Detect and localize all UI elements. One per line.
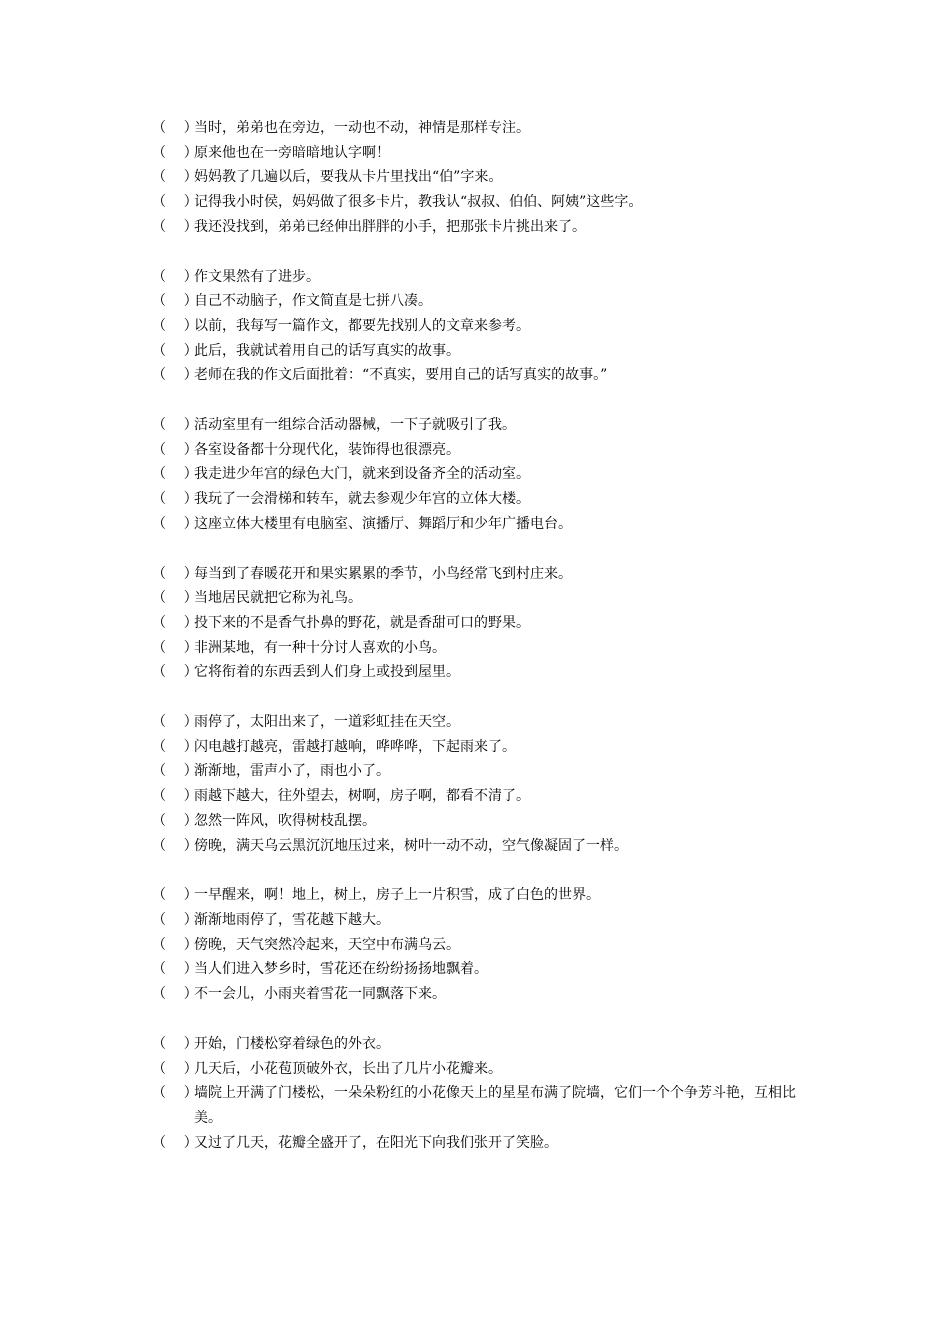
sentence-text: 每当到了春暖花开和果实累累的季节，小鸟经常飞到村庄来。 (194, 565, 572, 582)
sentence-text: 渐渐地雨停了，雪花越下越大。 (194, 911, 390, 928)
sentence-group-1 (152, 116, 812, 240)
sentence-item (152, 265, 812, 290)
sentence-group-6 (152, 883, 812, 1007)
sentence-text: 雨停了，太阳出来了，一道彩虹挂在天空。 (194, 714, 460, 731)
answer-blank[interactable]: （ ） (152, 812, 198, 829)
sentence-item (152, 636, 812, 661)
sentence-text: 以前，我每写一篇作文，都要先找别人的文章来参考。 (194, 317, 530, 334)
sentence-text: 作文果然有了进步。 (194, 268, 320, 285)
sentence-group-5 (152, 710, 812, 858)
answer-blank[interactable]: （ ） (152, 738, 198, 755)
answer-blank[interactable]: （ ） (152, 565, 198, 582)
sentence-item (152, 116, 812, 141)
sentence-text: 又过了几天，花瓣全盛开了，在阳光下向我们张开了笑脸。 (194, 1134, 558, 1151)
sentence-text: 我玩了一会滑梯和转车，就去参观少年宫的立体大楼。 (194, 491, 530, 508)
sentence-item (152, 982, 812, 1007)
answer-blank[interactable]: （ ） (152, 1035, 198, 1052)
answer-blank[interactable]: （ ） (152, 120, 198, 136)
sentence-text: 非洲某地，有一种十分讨人喜欢的小鸟。 (194, 639, 446, 656)
sentence-text: 几天后，小花苞顶破外衣，长出了几片小花瓣来。 (194, 1060, 502, 1077)
sentence-group-7 (152, 1032, 812, 1156)
answer-blank[interactable]: （ ） (152, 317, 198, 334)
sentence-item (152, 933, 812, 958)
sentence-item (152, 314, 812, 339)
sentence-item (152, 438, 812, 463)
sentence-item (152, 1032, 812, 1057)
sentence-text: 傍晚，天气突然冷起来，天空中布满乌云。 (194, 936, 460, 953)
sentence-item (152, 957, 812, 982)
sentence-item (152, 784, 812, 809)
sentence-item (152, 759, 812, 784)
sentence-group-3 (152, 413, 812, 537)
sentence-item (152, 289, 812, 314)
sentence-text: 忽然一阵风，吹得树枝乱摆。 (194, 812, 376, 829)
sentence-text: 不一会儿，小雨夹着雪花一同飘落下来。 (194, 986, 446, 1003)
answer-blank[interactable]: （ ） (152, 614, 198, 631)
sentence-text: 妈妈教了几遍以后，要我从卡片里找出“伯”字来。 (194, 169, 503, 186)
answer-blank[interactable]: （ ） (152, 714, 198, 731)
sentence-item (152, 660, 812, 685)
answer-blank[interactable]: （ ） (152, 763, 198, 780)
sentence-item (152, 562, 812, 587)
answer-blank[interactable]: （ ） (152, 911, 198, 928)
sentence-item (152, 462, 812, 487)
answer-blank[interactable]: （ ） (152, 268, 198, 285)
answer-blank[interactable]: （ ） (152, 1060, 198, 1077)
answer-blank[interactable]: （ ） (152, 986, 198, 1003)
answer-blank[interactable]: （ ） (152, 218, 198, 235)
sentence-item (152, 883, 812, 908)
answer-blank[interactable]: （ ） (152, 466, 198, 483)
answer-blank[interactable]: （ ） (152, 342, 198, 359)
sentence-item (152, 1081, 812, 1130)
sentence-text: 各室设备都十分现代化，装饰得也很漂亮。 (194, 441, 460, 458)
sentence-item (152, 735, 812, 760)
sentence-item (152, 710, 812, 735)
answer-blank[interactable]: （ ） (152, 367, 198, 384)
sentence-text: 我还没找到，弟弟已经伸出胖胖的小手，把那张卡片挑出来了。 (194, 218, 586, 235)
answer-blank[interactable]: （ ） (152, 664, 198, 681)
sentence-item (152, 834, 812, 859)
sentence-text: 原来他也在一旁暗暗地认字啊！ (194, 144, 390, 161)
sentence-group-2 (152, 265, 812, 389)
sentence-group-4 (152, 562, 812, 686)
sentence-text: 墙院上开满了门楼松，一朵朵粉红的小花像天上的星星布满了院墙，它们一个个争芳斗艳，互相比美。 (194, 1085, 796, 1126)
answer-blank[interactable]: （ ） (152, 169, 198, 186)
answer-blank[interactable]: （ ） (152, 441, 198, 458)
sentence-item (152, 165, 812, 190)
sentence-item (152, 487, 812, 512)
sentence-item (152, 339, 812, 364)
sentence-text: 投下来的不是香气扑鼻的野花，就是香甜可口的野果。 (194, 614, 530, 631)
answer-blank[interactable]: （ ） (152, 788, 198, 805)
sentence-item (152, 1057, 812, 1082)
sentence-text: 当时，弟弟也在旁边，一动也不动，神情是那样专注。 (194, 120, 530, 136)
sentence-text: 我走进少年宫的绿色大门，就来到设备齐全的活动室。 (194, 466, 530, 483)
exercise-page (152, 116, 812, 1180)
sentence-item (152, 611, 812, 636)
sentence-text: 当人们进入梦乡时，雪花还在纷纷扬扬地飘着。 (194, 961, 488, 978)
sentence-text: 开始，门楼松穿着绿色的外衣。 (194, 1035, 390, 1052)
answer-blank[interactable]: （ ） (152, 936, 198, 953)
sentence-text: 闪电越打越亮，雷越打越响，哗哗哗，下起雨来了。 (194, 738, 516, 755)
answer-blank[interactable]: （ ） (152, 961, 198, 978)
answer-blank[interactable]: （ ） (152, 1134, 198, 1151)
answer-blank[interactable]: （ ） (152, 144, 198, 161)
sentence-item (152, 215, 812, 240)
sentence-text: 渐渐地，雷声小了，雨也小了。 (194, 763, 390, 780)
sentence-text: 它将衔着的东西丢到人们身上或投到屋里。 (194, 664, 460, 681)
sentence-item (152, 190, 812, 215)
sentence-text: 活动室里有一组综合活动器械，一下子就吸引了我。 (194, 417, 516, 434)
answer-blank[interactable]: （ ） (152, 293, 198, 310)
sentence-text: 记得我小时侯，妈妈做了很多卡片，教我认“叔叔、伯伯、阿姨”这些字。 (194, 194, 643, 211)
sentence-text: 自己不动脑子，作文简直是七拼八凑。 (194, 293, 432, 310)
answer-blank[interactable]: （ ） (152, 194, 198, 211)
sentence-item (152, 512, 812, 537)
sentence-item (152, 908, 812, 933)
sentence-text: 此后，我就试着用自己的话写真实的故事。 (194, 342, 460, 359)
sentence-item (152, 1131, 812, 1156)
sentence-text: 雨越下越大，往外望去，树啊，房子啊，都看不清了。 (194, 788, 530, 805)
sentence-item (152, 809, 812, 834)
sentence-item (152, 363, 812, 388)
answer-blank[interactable]: （ ） (152, 590, 198, 607)
sentence-text: 傍晚，满天乌云黑沉沉地压过来，树叶一动不动，空气像凝固了一样。 (194, 837, 628, 854)
sentence-text: 当地居民就把它称为礼鸟。 (194, 590, 362, 607)
answer-blank[interactable]: （ ） (152, 491, 198, 508)
answer-blank[interactable]: （ ） (152, 1085, 198, 1102)
sentence-item (152, 586, 812, 611)
answer-blank[interactable]: （ ） (152, 887, 198, 904)
sentence-text: 一早醒来，啊！地上，树上，房子上一片积雪，成了白色的世界。 (194, 887, 600, 904)
answer-blank[interactable]: （ ） (152, 515, 198, 532)
sentence-text: 老师在我的作文后面批着：“不真实，要用自己的话写真实的故事。” (194, 367, 608, 384)
answer-blank[interactable]: （ ） (152, 639, 198, 656)
sentence-item (152, 413, 812, 438)
answer-blank[interactable]: （ ） (152, 417, 198, 434)
answer-blank[interactable]: （ ） (152, 837, 198, 854)
sentence-text: 这座立体大楼里有电脑室、演播厅、舞蹈厅和少年广播电台。 (194, 515, 572, 532)
sentence-item (152, 141, 812, 166)
